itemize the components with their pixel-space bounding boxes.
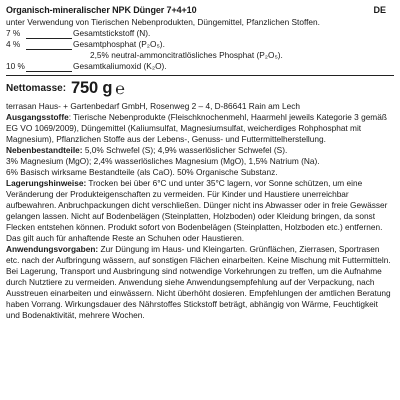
product-title: Organisch-mineralischer NPK Dünger 7+4+10	[6, 5, 197, 15]
secondary-components-label: Nebenbestandteile:	[6, 145, 83, 155]
usage-text: Zur Düngung im Haus- und Kleingarten. Grünflächen, Zierrasen, Sportrasen etc. nach der Aufbringung wässern, auf sonstigen Flächen einarbeiten. Keine Mischung mit Futtermitteln. Bei Lagerung, Transport und Ausbringung sind notwendige Vorkehrungen zu treffen, um die Aufnahme durch Nutztiere zu vermeiden. Anwendung siehe Anwendungsempfehlung auf der Verpackung, nach Ausstreuen einarbeiten und einwässern. Nicht überhöht dosieren. Empfehlungen der amtlichen Beratung haben Vorrang. Wirkungsdauer des Nährstoffes Stickstoff beträgt, abhängig von Wärme, Feuchtigkeit und Bodenaktivität, mehrere Wochen.	[6, 244, 391, 320]
net-mass-value: 750 g	[71, 78, 113, 97]
estimated-sign-icon: ℮	[115, 78, 125, 98]
nutrient-row-potassium	[6, 61, 394, 72]
nutrient-percent: 4 %	[6, 39, 21, 49]
nutrient-underline	[26, 63, 72, 72]
usage-section	[6, 244, 394, 321]
product-subtitle: unter Verwendung von Tierischen Nebenprodukten, Düngemittel, Pfanzlichen Stoffen.	[6, 17, 320, 27]
secondary-components-line-2: 3% Magnesium (MgO); 2,4% wasserlösliches Magnesium (MgO), 1,5% Natrium (Na).	[6, 156, 320, 166]
net-mass	[6, 78, 394, 98]
raw-materials-text: : Tierische Nebenprodukte (Fleischknochenmehl, Haarmehl jeweils Kategorie 3 gemäß EG VO 1069/2009), Düngemittel (Kaliumsulfat, Magnesiumsulfat, weicherdiges Rohphosphat mit Magnesium), Pflanzlichen Stoffe aus der Lebens-, Genuss- und Futtermittelherstellung.	[6, 112, 387, 144]
language-code: DE	[373, 5, 386, 15]
secondary-components-line-3: 6% Basisch wirksame Bestandteile (als CaO). 50% Organische Substanz.	[6, 167, 278, 177]
storage-section	[6, 178, 394, 244]
nutrient-percent: 10 %	[6, 61, 25, 71]
nutrient-label: 2,5% neutral-ammoncitratlösliches Phosphat (P₂O₅).	[90, 50, 283, 60]
nutrient-underline	[26, 41, 72, 50]
nutrient-label: Gesamtkaliumoxid (K₂O).	[73, 61, 167, 71]
nutrient-underline	[26, 30, 72, 39]
nutrient-label: Gesamtstickstoff (N).	[73, 28, 151, 38]
nutrient-label: Gesamtphosphat (P₂O₅).	[73, 39, 165, 49]
storage-label: Lagerungshinweise:	[6, 178, 87, 188]
nutrient-row-soluble-phosphate	[6, 50, 394, 61]
divider	[6, 75, 394, 76]
nutrient-row-nitrogen	[6, 28, 394, 39]
secondary-components-line-1: 5,0% Schwefel (S); 4,9% wasserlöslicher Schwefel (S).	[82, 145, 288, 155]
nutrient-row-phosphate	[6, 39, 394, 50]
title-row	[6, 5, 394, 17]
storage-text: Trocken bei über 6°C und unter 35°C lagern, vor Sonne schützen, um eine Veränderung der Produkteigenschaften zu vermeiden. Für Kinder und Haustiere unerreichbar aufbewahren. Anbruchpackungen dicht verschließen. Dünger nicht ins Abwasser oder in freie Gewässer gelangen lassen. Nicht auf Bodenbelägen (Steinplatten, Holzboden) oder Kleidung bringen, da sonst Flecken entstehen können. Produkt sofort von Bodenbelägen (Steinplatten, Holzboden etc.) entfernen. Das gilt auch für anhaftende Reste an Schuhen oder Haustieren.	[6, 178, 388, 243]
net-mass-label: Nettomasse:	[6, 82, 67, 94]
usage-label: Anwendungsvorgaben:	[6, 244, 99, 254]
manufacturer-address: terrasan Haus- + Gartenbedarf GmbH, Rosenweg 2 – 4, D-86641 Rain am Lech	[6, 101, 301, 111]
secondary-components-section	[6, 145, 394, 156]
raw-materials-section	[6, 112, 394, 145]
nutrient-percent: 7 %	[6, 28, 21, 38]
raw-materials-label: Ausgangsstoffe	[6, 112, 69, 122]
